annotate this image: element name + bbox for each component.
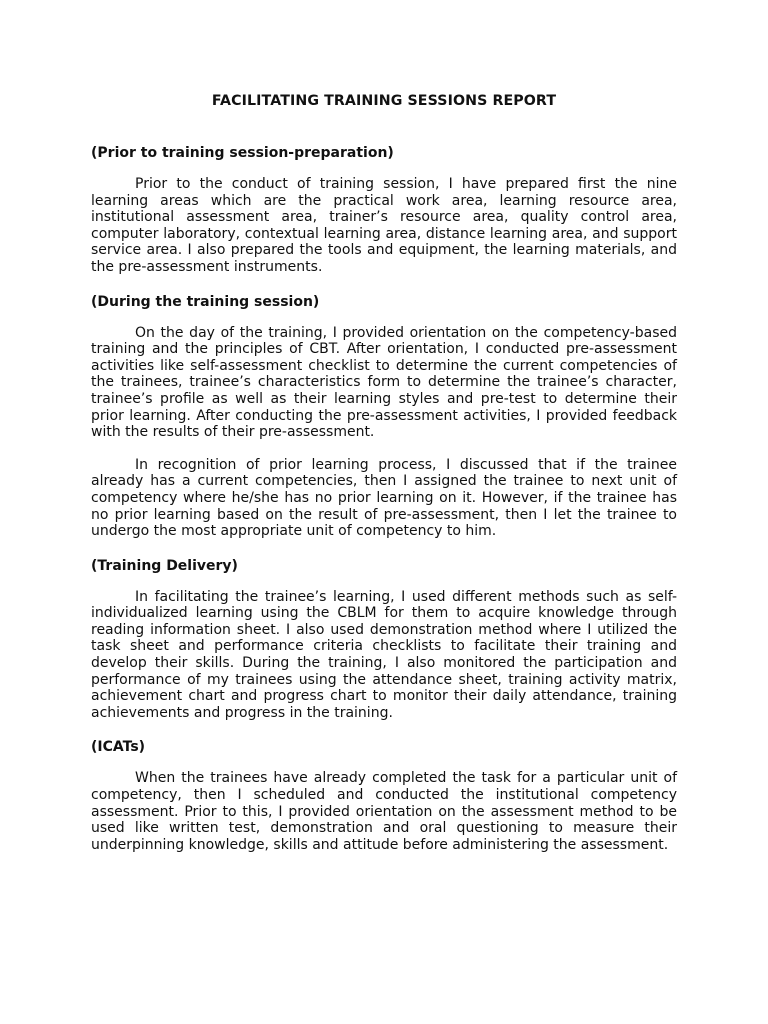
paragraph: In facilitating the trainee’s learning, I used different methods such as self-individualized learning using the CBLM for them to acquire knowledge through reading information sheet. I also used demonstration method where I utilized the task sheet and performance criteria checklists to facilitate their training and develop their skills. During the training, I also monitored the participation and performance of my trainees using the attendance sheet, training activity matrix, achievement chart and progress chart to monitor their daily attendance, training achievements and progress in the training. [91, 588, 677, 721]
section-heading: (Training Delivery) [91, 557, 238, 574]
section-heading: (ICATs) [91, 739, 146, 756]
section-heading: (Prior to training session-preparation) [91, 145, 394, 161]
paragraph: When the trainees have already completed the task for a particular unit of competency, then I scheduled and conducted the institutional competency assessment. Prior to this, I provided orientation on the assessment method to be used like written test, demonstration and oral questioning to measure their underpinning knowledge, skills and attitude before administering the assessment. [91, 770, 677, 853]
document-page [91, 91, 677, 869]
section-during-training [91, 292, 677, 540]
paragraph: Prior to the conduct of training session, I have prepared first the nine learning areas which are the practical work area, learning resource area, institutional assessment area, trainer’s resource area, quality control area, computer laboratory, contextual learning area, distance learning area, and support service area. I also prepared the tools and equipment, the learning materials, and the pre-assessment instruments. [91, 176, 677, 275]
paragraph: On the day of the training, I provided orientation on the competency-based training and the principles of CBT. After orientation, I conducted pre-assessment activities like self-assessment checklist to determine the current competencies of the trainees, trainee’s characteristics form to determine the trainee’s character, trainee’s profile as well as their learning styles and pre-test to determine their prior learning. After conducting the pre-assessment activities, I provided feedback with the results of their pre-assessment. [91, 324, 677, 441]
section-heading: (During the training session) [91, 293, 320, 310]
paragraph: In recognition of prior learning process, I discussed that if the trainee already has a current competencies, then I assigned the trainee to next unit of competency where he/she has no prior learning on it. However, if the trainee has no prior learning based on the result of pre-assessment, then I let the trainee to undergo the most appropriate unit of competency to him. [91, 456, 677, 540]
section-icats [91, 737, 677, 853]
section-preparation [91, 143, 677, 276]
section-training-delivery [91, 556, 677, 722]
document-title: FACILITATING TRAINING SESSIONS REPORT [211, 93, 557, 109]
